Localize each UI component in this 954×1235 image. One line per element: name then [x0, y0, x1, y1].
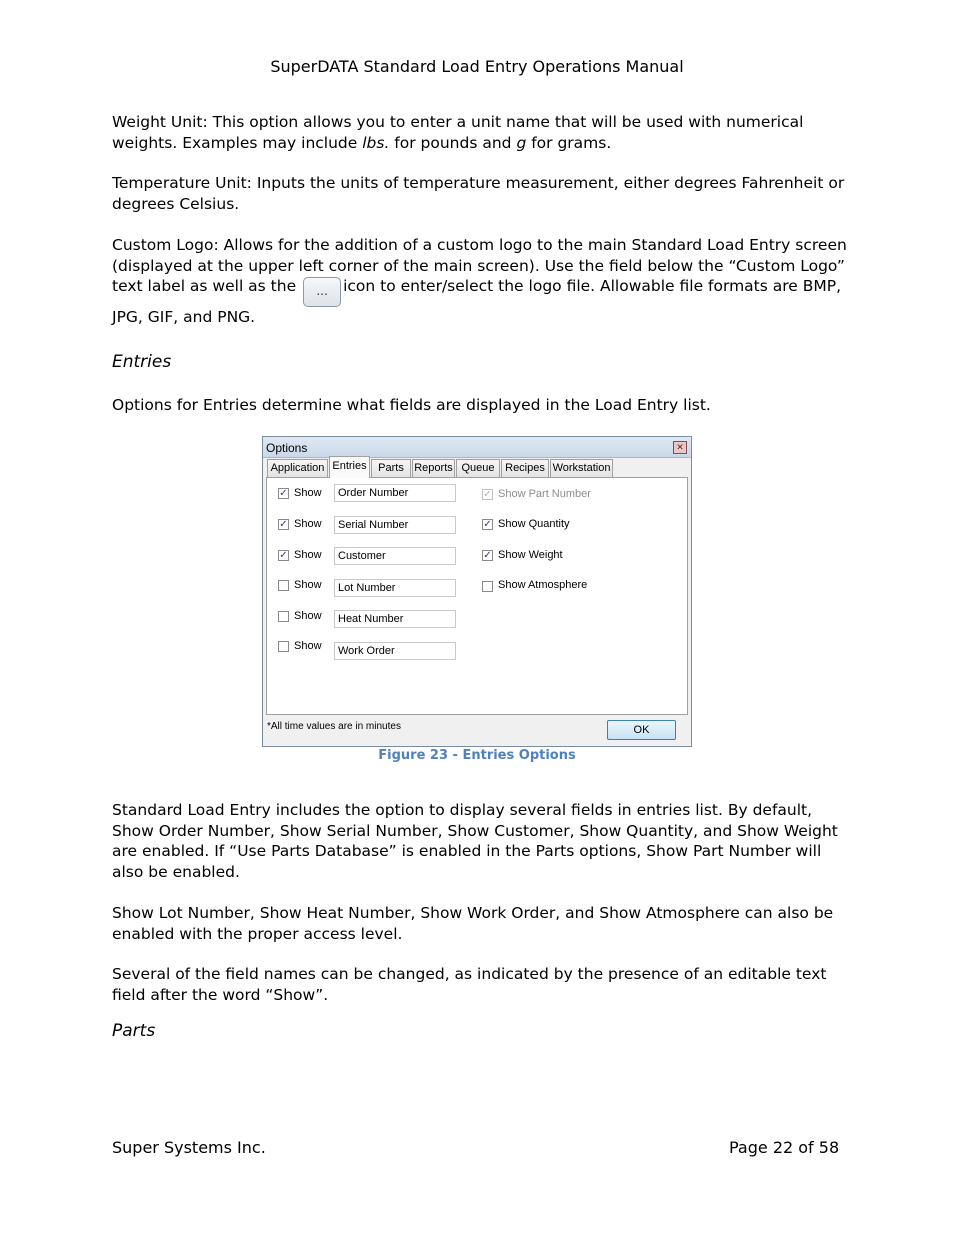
- footer-company: Super Systems Inc.: [112, 1138, 266, 1157]
- access-level-paragraph: [112, 903, 847, 944]
- figure-caption: Figure 23 - Entries Options: [378, 748, 576, 763]
- temperature-unit-term: Temperature Unit:: [112, 174, 252, 192]
- show-label: Show: [294, 610, 322, 622]
- defaults-text-3: ,: [437, 821, 448, 840]
- weight-unit-text-1: This option allows you to enter a unit name that will be used with numerical weights. Examples may include: [112, 113, 804, 152]
- time-values-note: *All time values are in minutes: [267, 721, 401, 732]
- term-show-customer: Show Customer: [447, 821, 570, 840]
- weight-unit-text-3: for grams.: [526, 133, 612, 152]
- custom-logo-text-1: Allows for the addition of a custom logo to the main Standard Load Entry screen (displayed at the upper left corner of the main screen). Use the field below the “Custom Logo” text label as well as the: [112, 236, 847, 295]
- show-part-number-label: Show Part Number: [498, 488, 591, 500]
- custom-logo-text-2: icon to enter/select the logo file. Allowable file formats are BMP, JPG, GIF, and PNG.: [112, 277, 842, 326]
- weight-unit-example-g: g: [516, 133, 527, 152]
- show-label: Show: [294, 487, 322, 499]
- tab-queue[interactable]: Queue: [456, 459, 500, 477]
- tab-application[interactable]: Application: [267, 459, 328, 477]
- tab-reports[interactable]: Reports: [412, 459, 455, 477]
- term-show-weight: Show Weight: [737, 821, 838, 840]
- temperature-unit-paragraph: [112, 173, 847, 214]
- term-show-heat-number: Show Heat Number: [259, 904, 411, 922]
- show-weight-checkbox[interactable]: ✓: [483, 550, 492, 561]
- tab-workstation[interactable]: Workstation: [550, 459, 613, 477]
- dialog-titlebar: [263, 437, 691, 458]
- show-quantity-label: Show Quantity: [498, 518, 570, 530]
- defaults-text-5: , and: [693, 821, 738, 840]
- entries-heading: Entries: [112, 352, 172, 372]
- order-number-field[interactable]: [334, 484, 456, 502]
- show-work-order-checkbox[interactable]: [278, 641, 289, 652]
- show-weight-label: Show Weight: [498, 549, 563, 561]
- options-dialog: [262, 436, 692, 747]
- work-order-field[interactable]: [334, 642, 456, 660]
- temperature-unit-text: Inputs the units of temperature measurement, either degrees Fahrenheit or degrees Celsius.: [112, 174, 845, 213]
- customer-field[interactable]: [334, 547, 456, 565]
- defaults-text-2: ,: [270, 821, 280, 840]
- show-part-number-checkbox[interactable]: ✓: [483, 489, 492, 500]
- term-show-work-order: Show Work Order: [420, 904, 556, 922]
- term-show-order-number: Show Order Number: [112, 821, 270, 840]
- close-icon[interactable]: ✕: [673, 441, 687, 454]
- term-show-atmosphere: Show Atmosphere: [599, 904, 740, 922]
- defaults-paragraph: [112, 800, 847, 882]
- weight-unit-text-2: for pounds and: [389, 133, 517, 152]
- term-show-serial-number: Show Serial Number: [279, 821, 438, 840]
- show-customer-checkbox[interactable]: ✓: [279, 550, 288, 561]
- show-label: Show: [294, 518, 322, 530]
- access-text-2: ,: [410, 904, 421, 922]
- custom-logo-paragraph: [112, 235, 847, 328]
- weight-unit-example-lbs: lbs.: [362, 133, 390, 152]
- custom-logo-term: Custom Logo:: [112, 236, 219, 254]
- show-heat-number-checkbox[interactable]: [278, 611, 289, 622]
- show-quantity-checkbox[interactable]: ✓: [483, 519, 492, 530]
- access-text-3: , and: [555, 904, 600, 922]
- access-text-1: ,: [249, 904, 260, 922]
- show-label: Show: [294, 640, 322, 652]
- show-atmosphere-checkbox[interactable]: [482, 581, 493, 592]
- serial-number-field[interactable]: [334, 516, 456, 534]
- entries-panel: [266, 477, 688, 715]
- defaults-text-4: ,: [569, 821, 580, 840]
- browse-ellipsis-icon: ...: [303, 277, 341, 307]
- field-names-paragraph: Several of the field names can be changed, as indicated by the presence of an editable text field after the word “Show”.: [112, 965, 827, 1004]
- show-label: Show: [294, 549, 322, 561]
- term-show-lot-number: Show Lot Number: [112, 904, 250, 922]
- footer-page-number: Page 22 of 58: [729, 1138, 840, 1157]
- defaults-text-7: will also be enabled.: [112, 842, 822, 881]
- tab-parts[interactable]: Parts: [371, 459, 411, 477]
- defaults-text-6: are enabled. If “Use Parts Database” is enabled in the Parts options,: [112, 842, 647, 860]
- show-serial-number-checkbox[interactable]: ✓: [279, 519, 288, 530]
- term-show-quantity: Show Quantity: [579, 821, 694, 840]
- dialog-title: Options: [266, 441, 308, 455]
- tab-entries[interactable]: Entries: [329, 456, 370, 478]
- entries-intro-paragraph: Options for Entries determine what fields are displayed in the Load Entry list.: [112, 396, 711, 414]
- ok-button[interactable]: OK: [607, 720, 676, 740]
- term-show-part-number: Show Part Number: [646, 842, 791, 860]
- show-atmosphere-label: Show Atmosphere: [498, 579, 588, 591]
- defaults-text-1: Standard Load Entry includes the option to display several fields in entries list. By default,: [112, 801, 813, 819]
- show-order-number-checkbox[interactable]: ✓: [279, 488, 288, 499]
- weight-unit-term: Weight Unit:: [112, 113, 208, 131]
- page-header-title: SuperDATA Standard Load Entry Operations Manual: [270, 57, 684, 76]
- lot-number-field[interactable]: [334, 579, 456, 597]
- access-text-4: can also be enabled with the proper access level.: [112, 904, 834, 943]
- show-label: Show: [294, 579, 322, 591]
- show-lot-number-checkbox[interactable]: [278, 580, 289, 591]
- parts-heading: Parts: [112, 1021, 156, 1041]
- heat-number-field[interactable]: [334, 610, 456, 628]
- tab-recipes[interactable]: Recipes: [501, 459, 549, 477]
- weight-unit-paragraph: [112, 112, 847, 153]
